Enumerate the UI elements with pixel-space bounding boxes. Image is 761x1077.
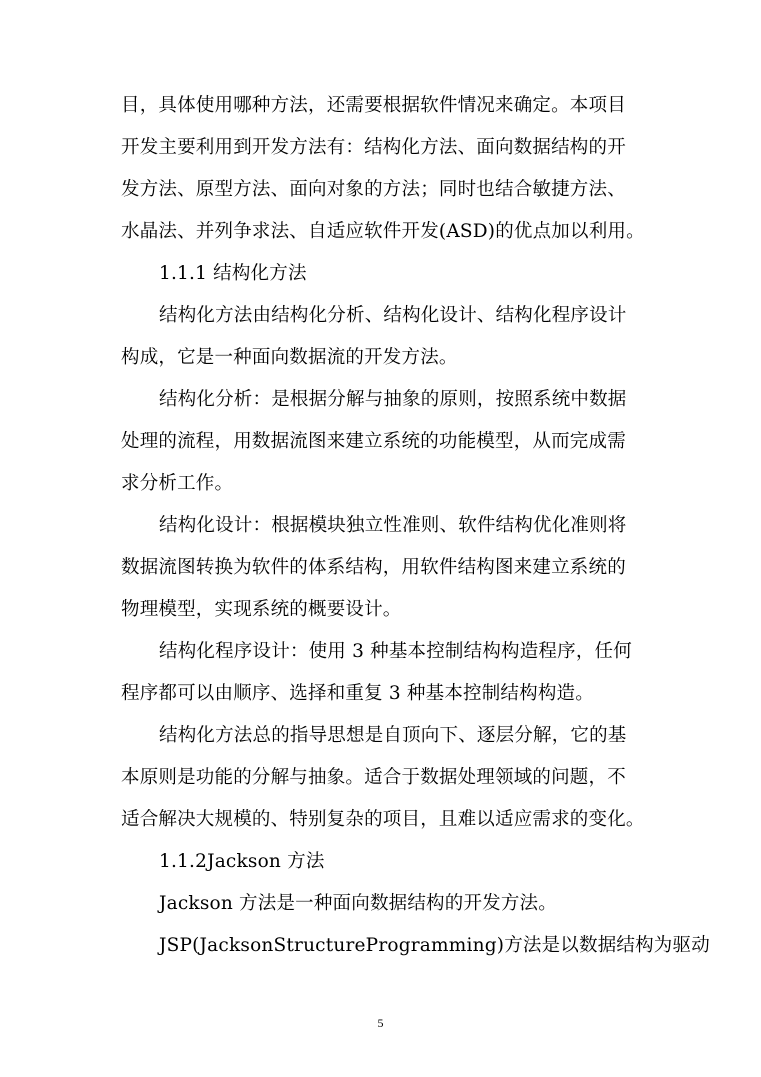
section-heading-1-1-1: 1.1.1 结构化方法 [159,263,307,284]
text-line: 结构化设计：根据模块独立性准则、软件结构优化准则将 [159,515,627,536]
section-heading-1-1-2: 1.1.2Jackson 方法 [159,851,325,872]
text-line: 适合解决大规模的、特别复杂的项目，且难以适应需求的变化。 [121,809,645,830]
text-line: 求分析工作。 [121,473,234,494]
text-line: 目，具体使用哪种方法，还需要根据软件情况来确定。本项目 [121,95,626,116]
text-line: 结构化分析：是根据分解与抽象的原则，按照系统中数据 [159,389,627,410]
text-line: 结构化方法由结构化分析、结构化设计、结构化程序设计 [159,305,627,326]
text-line: 结构化方法总的指导思想是自顶向下、逐层分解，它的基 [159,725,627,746]
page-number: 5 [377,1016,384,1030]
text-line: 水晶法、并列争求法、自适应软件开发(ASD)的优点加以利用。 [121,221,645,242]
text-line: 发方法、原型方法、面向对象的方法；同时也结合敏捷方法、 [121,179,626,200]
text-line: Jackson 方法是一种面向数据结构的开发方法。 [159,893,557,914]
text-line: JSP(JacksonStructureProgramming)方法是以数据结构为驱动 [159,935,710,956]
text-line: 本原则是功能的分解与抽象。适合于数据处理领域的问题，不 [121,767,626,788]
text-line: 数据流图转换为软件的体系结构，用软件结构图来建立系统的 [121,557,626,578]
text-line: 结构化程序设计：使用 3 种基本控制结构构造程序，任何 [159,641,632,662]
text-line: 处理的流程，用数据流图来建立系统的功能模型，从而完成需 [121,431,626,452]
text-line: 物理模型，实现系统的概要设计。 [121,599,402,620]
text-line: 程序都可以由顺序、选择和重复 3 种基本控制结构构造。 [121,683,594,704]
text-line: 开发主要利用到开发方法有：结构化方法、面向数据结构的开 [121,137,626,158]
text-line: 构成，它是一种面向数据流的开发方法。 [121,347,458,368]
